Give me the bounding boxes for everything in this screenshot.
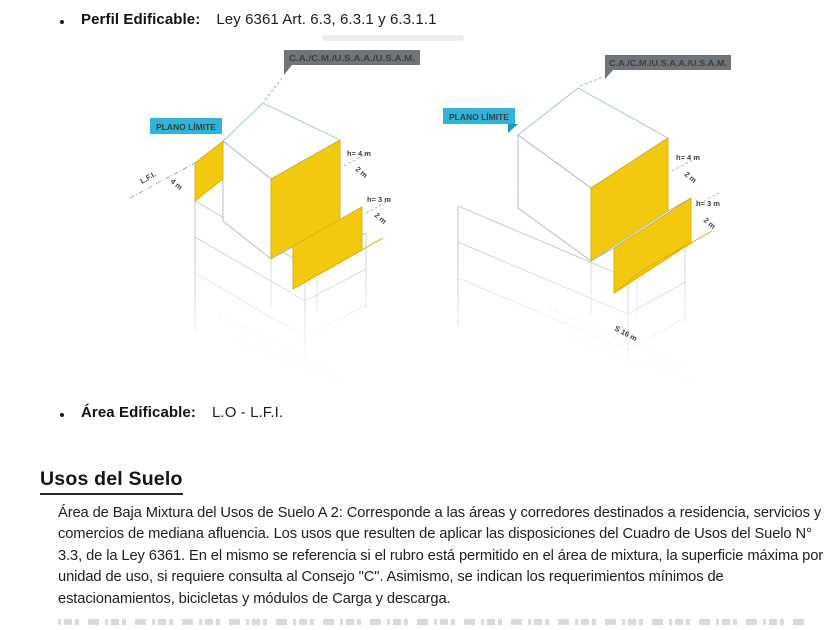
dim-h4-label: h= 4 m (347, 149, 371, 158)
dim-s16-label: S 16 m (613, 323, 639, 344)
bullet-dot (60, 20, 64, 24)
uses-paragraph: Área de Baja Mixtura del Usos de Suelo A 2: Corresponde a las áreas y corredores destinados a residencia, servicios y comercios de mediana afluencia. Los usos que resulten de aplicar las disposiciones del Cuadro de Usos del Suelo N° 3.3, de la Ley 6361. En el mismo se referencia si el rubro está permitido en el área de mixtura, la superficie máxima por unidad de uso, si requiere consulta al Consejo "C". Asimismo, se indican los requerimientos mínimos de estacionamientos, bicicletas y módulos de Carga y descarga. (58, 505, 824, 607)
leader-line (265, 77, 283, 100)
bullet-area-edificable (60, 404, 283, 421)
label-pointer (605, 70, 613, 79)
dim-h3-label: h= 3 m (696, 199, 720, 208)
label-pointer (284, 65, 292, 75)
dim-2m-label-2: 2 m (372, 210, 389, 226)
ca-label-text: C.A./C.M./U.S.A.A./U.S.A.M. (609, 59, 727, 68)
dimension-ticks (344, 153, 390, 213)
bullet-perfil-edificable (60, 11, 437, 28)
area-edificable-value: L.O - L.F.I. (211, 404, 284, 421)
plano-limite-text: PLANO LÍMITE (156, 122, 216, 132)
scan-fade (438, 251, 748, 381)
building-profile-diagram-left (128, 46, 438, 381)
label-pointer (508, 124, 518, 133)
ca-label-box (284, 50, 420, 75)
scan-fade (128, 251, 438, 381)
dim-4m-label: 4 m (168, 176, 185, 192)
ca-label-text: C.A./C.M./U.S.A.A./U.S.A.M. (289, 54, 415, 63)
dim-h4-label: h= 4 m (676, 153, 700, 162)
dim-h3-label: h= 3 m (367, 195, 391, 204)
section-title-usos-del-suelo: Usos del Suelo (40, 468, 183, 495)
scan-artifact (322, 35, 464, 41)
yellow-plane-cut-face (195, 141, 223, 201)
ca-label-box (605, 55, 731, 79)
building-profile-diagram-right (438, 46, 748, 381)
leader-line (580, 77, 603, 86)
bullet-dot (60, 413, 64, 417)
lfi-label: L.F.I. (138, 169, 158, 186)
perfil-edificable-value: Ley 6361 Art. 6.3, 6.3.1 y 6.3.1.1 (216, 11, 437, 28)
plano-limite-box (150, 118, 222, 134)
area-edificable-label: Área Edificable: (81, 404, 196, 421)
cutoff-text-line (58, 619, 806, 625)
plano-limite-box (443, 108, 518, 133)
plano-limite-text: PLANO LÍMITE (449, 112, 509, 122)
perfil-edificable-label: Perfil Edificable: (81, 11, 201, 28)
dim-2m-label: 2 m (682, 169, 699, 185)
dim-2m-label-2: 2 m (701, 215, 718, 231)
dim-2m-label: 2 m (353, 164, 370, 180)
